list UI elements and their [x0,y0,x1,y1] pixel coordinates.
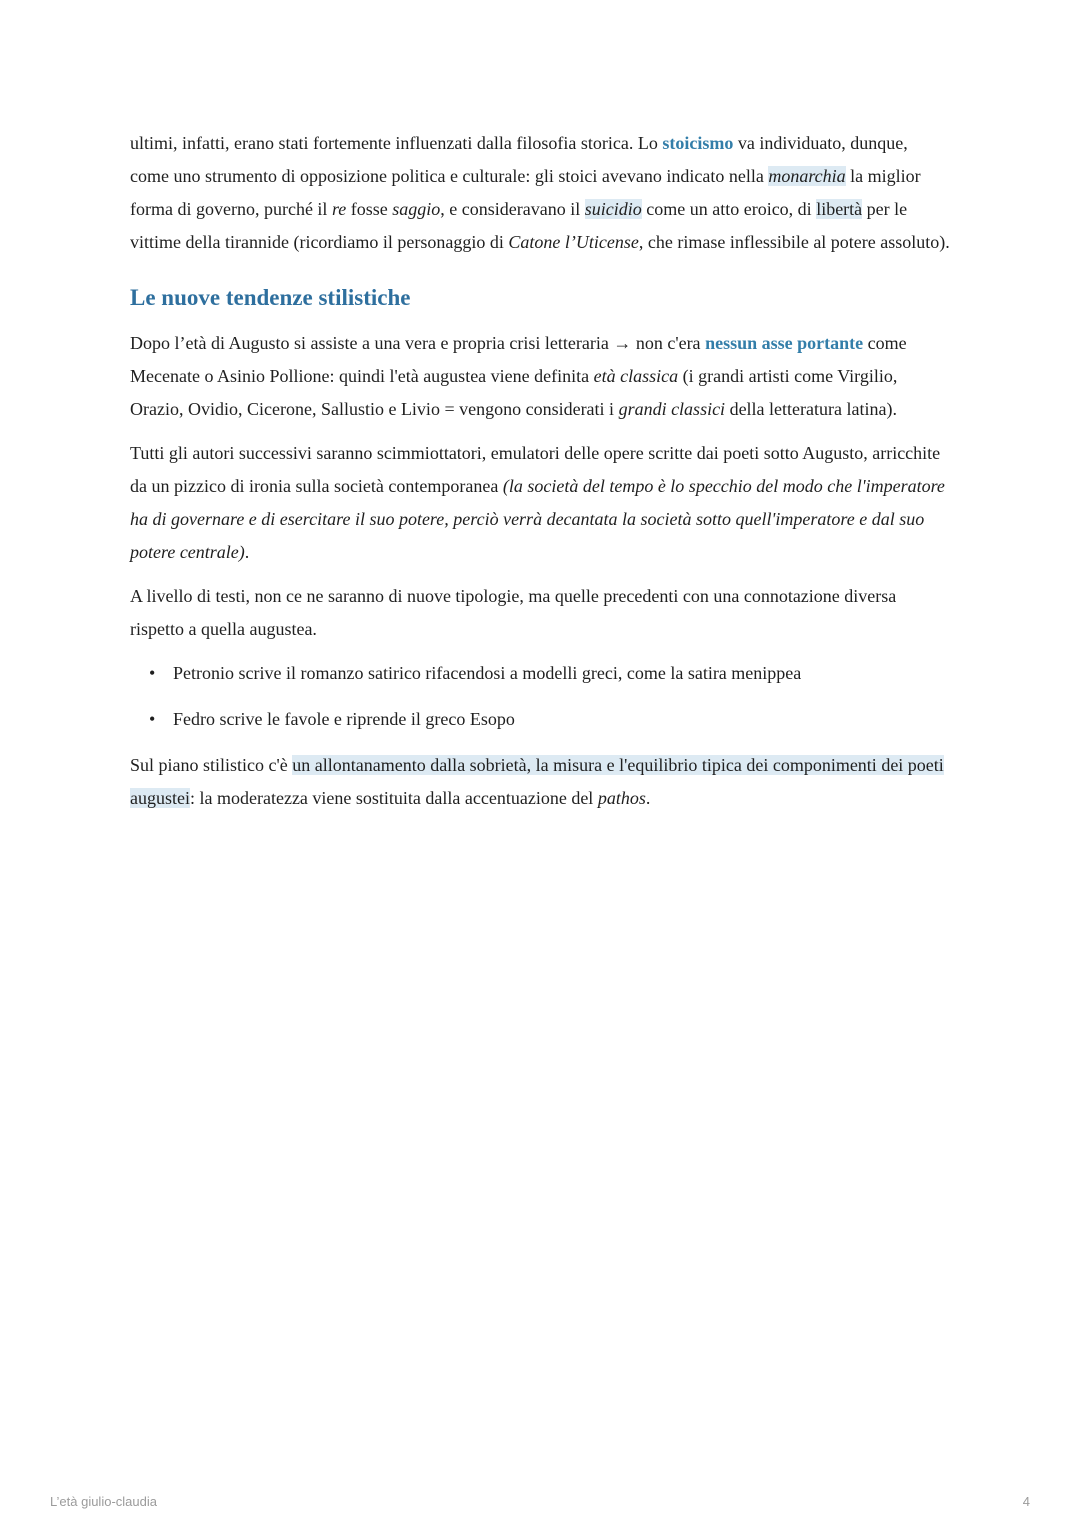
bullet-icon: • [149,709,156,729]
page-footer [0,1494,1080,1509]
list-item-fedro [149,703,950,736]
section-heading-nuove-tendenze: Le nuove tendenze stilistiche [130,285,411,310]
paragraph-crisi-letteraria: Dopo l’età di Augusto si assiste a una vera e propria crisi letteraria → non c'era nessun asse portante come Mecenate o Asinio Pollione: quindi l'età augustea viene definita età classica (i grandi artisti come Virgilio, Orazio, Ovidio, Cicerone, Sallustio e Livio = vengono considerati i grandi classici della letteratura latina). [130,333,907,419]
paragraph-autori-successivi: Tutti gli autori successivi saranno scimmiottatori, emulatori delle opere scritte dai poeti sotto Augusto, arricchite da un pizzico di ironia sulla società contemporanea (la società del tempo è lo specchio del modo che l'imperatore ha di governare e di esercitare il suo potere, perciò verrà decantata la società sotto quell'imperatore e dal suo potere centrale). [130,443,945,562]
bullet-list [130,657,950,736]
paragraph-livello-testi: A livello di testi, non ce ne saranno di nuove tipologie, ma quelle precedenti con una connotazione diversa rispetto a quella augustea. [130,586,897,639]
list-item-text: Petronio scrive il romanzo satirico rifacendosi a modelli greci, come la satira menippea [173,663,802,683]
paragraph-stoicismo: ultimi, infatti, erano stati fortemente influenzati dalla filosofia storica. Lo stoicismo va individuato, dunque, come uno strumento di opposizione politica e culturale: gli stoici avevano indicato nella monarchia la miglior forma di governo, purché il re fosse saggio, e consideravano il suicidio come un atto eroico, di libertà per le vittime della tirannide (ricordiamo il personaggio di Catone l’Uticense, che rimase inflessibile al potere assoluto). [130,133,950,252]
paragraph-piano-stilistico: Sul piano stilistico c'è un allontanamento dalla sobrietà, la misura e l'equilibrio tipica dei componimenti dei poeti augustei: la moderatezza viene sostituita dalla accentuazione del pathos. [130,755,944,808]
footer-page-number: 4 [1022,1494,1030,1509]
footer-document-title: L’età giulio-claudia [50,1494,157,1509]
list-item-petronio [149,657,950,690]
list-item-text: Fedro scrive le favole e riprende il greco Esopo [173,709,515,729]
bullet-icon: • [149,663,156,683]
